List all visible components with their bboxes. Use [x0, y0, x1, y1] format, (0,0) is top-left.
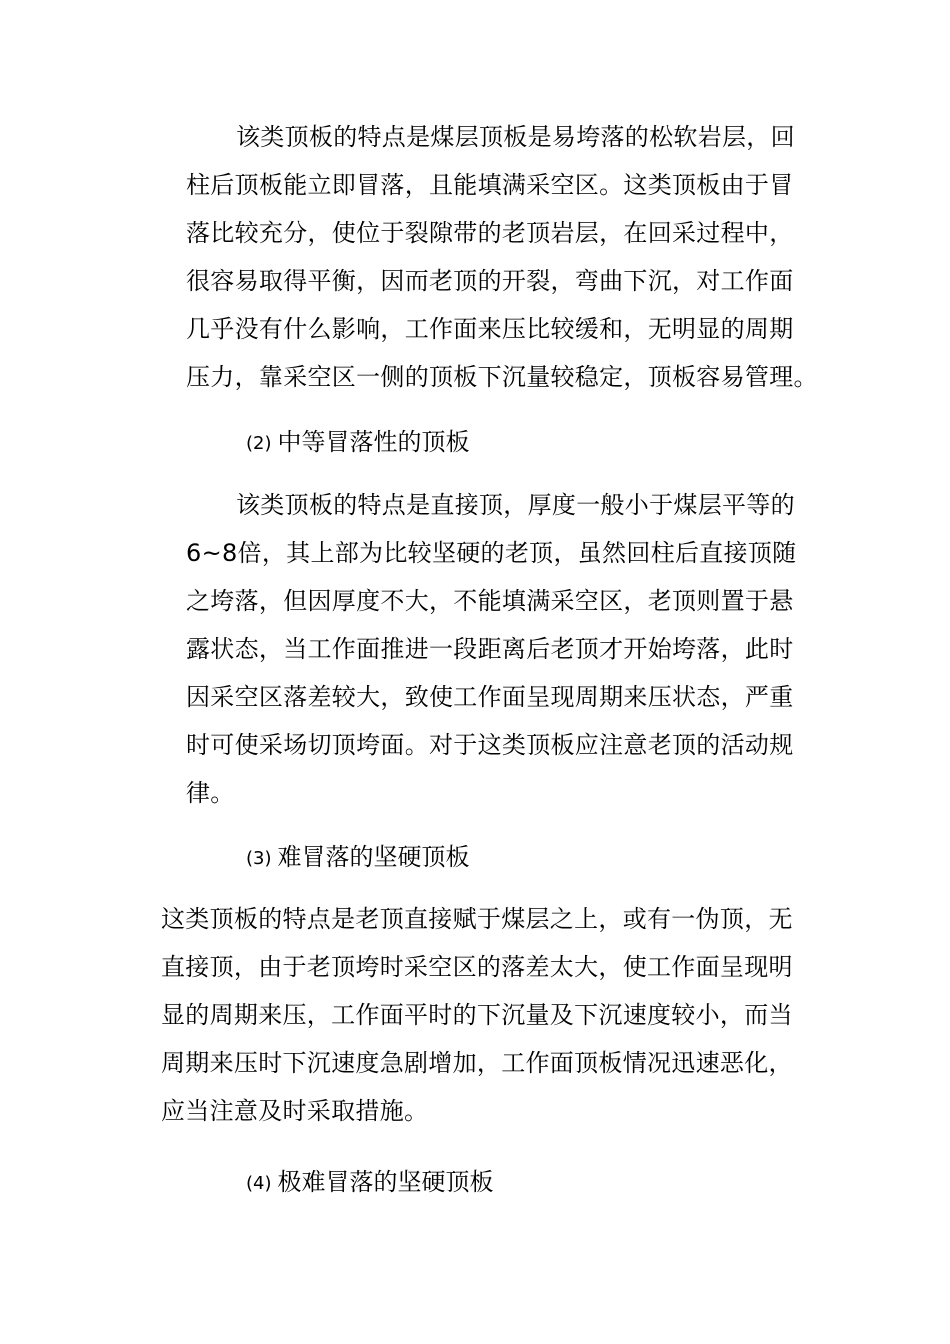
para1-line-2: 柱后顶板能立即冒落，且能填满采空区。这类顶板由于冒: [186, 171, 794, 199]
section-heading-4: [246, 1167, 494, 1199]
heading-4-title: 极难冒落的坚硬顶板: [277, 1168, 494, 1196]
heading-3-title: 难冒落的坚硬顶板: [277, 843, 470, 871]
para2-line-5: 因采空区落差较大，致使工作面呈现周期来压状态，严重: [186, 683, 794, 711]
section-heading-2: [246, 427, 470, 459]
para2-line-6: 时可使采场切顶垮面。对于这类顶板应注意老顶的活动规: [186, 731, 794, 759]
para1-line-6: 压力，靠采空区一侧的顶板下沉量较稳定，顶板容易管理。: [186, 363, 818, 391]
para2-line-1: 该类顶板的特点是直接顶，厚度一般小于煤层平等的: [236, 491, 795, 519]
heading-3-number: (3): [246, 848, 272, 869]
heading-2-title: 中等冒落性的顶板: [277, 428, 470, 456]
para3-line-1: 这类顶板的特点是老顶直接赋于煤层之上，或有一伪顶，无: [161, 905, 793, 933]
para1-line-5: 几乎没有什么影响，工作面来压比较缓和，无明显的周期: [186, 315, 794, 343]
para2-line-7: 律。: [186, 779, 235, 807]
para2-line-3: 之垮落，但因厚度不大，不能填满采空区，老顶则置于悬: [186, 587, 794, 615]
heading-4-number: (4): [246, 1173, 272, 1194]
para1-line-1: 该类顶板的特点是煤层顶板是易垮落的松软岩层，回: [236, 123, 795, 151]
heading-2-number: (2): [246, 433, 272, 454]
para3-line-5: 应当注意及时采取措施。: [161, 1097, 429, 1125]
para2-line-4: 露状态，当工作面推进一段距离后老顶才开始垮落，此时: [186, 635, 794, 663]
para3-line-3: 显的周期来压，工作面平时的下沉量及下沉速度较小，而当: [161, 1001, 793, 1029]
para3-line-2: 直接顶，由于老顶垮时采空区的落差太大，使工作面呈现明: [161, 953, 793, 981]
para2-line-2: 6~8倍，其上部为比较坚硬的老顶，虽然回柱后直接顶随: [186, 539, 797, 567]
para1-line-3: 落比较充分，使位于裂隙带的老顶岩层，在回采过程中，: [186, 219, 794, 247]
para1-line-4: 很容易取得平衡，因而老顶的开裂，弯曲下沉，对工作面: [186, 267, 794, 295]
section-heading-3: [246, 842, 470, 874]
para3-line-4: 周期来压时下沉速度急剧增加，工作面顶板情况迅速恶化，: [161, 1049, 793, 1077]
